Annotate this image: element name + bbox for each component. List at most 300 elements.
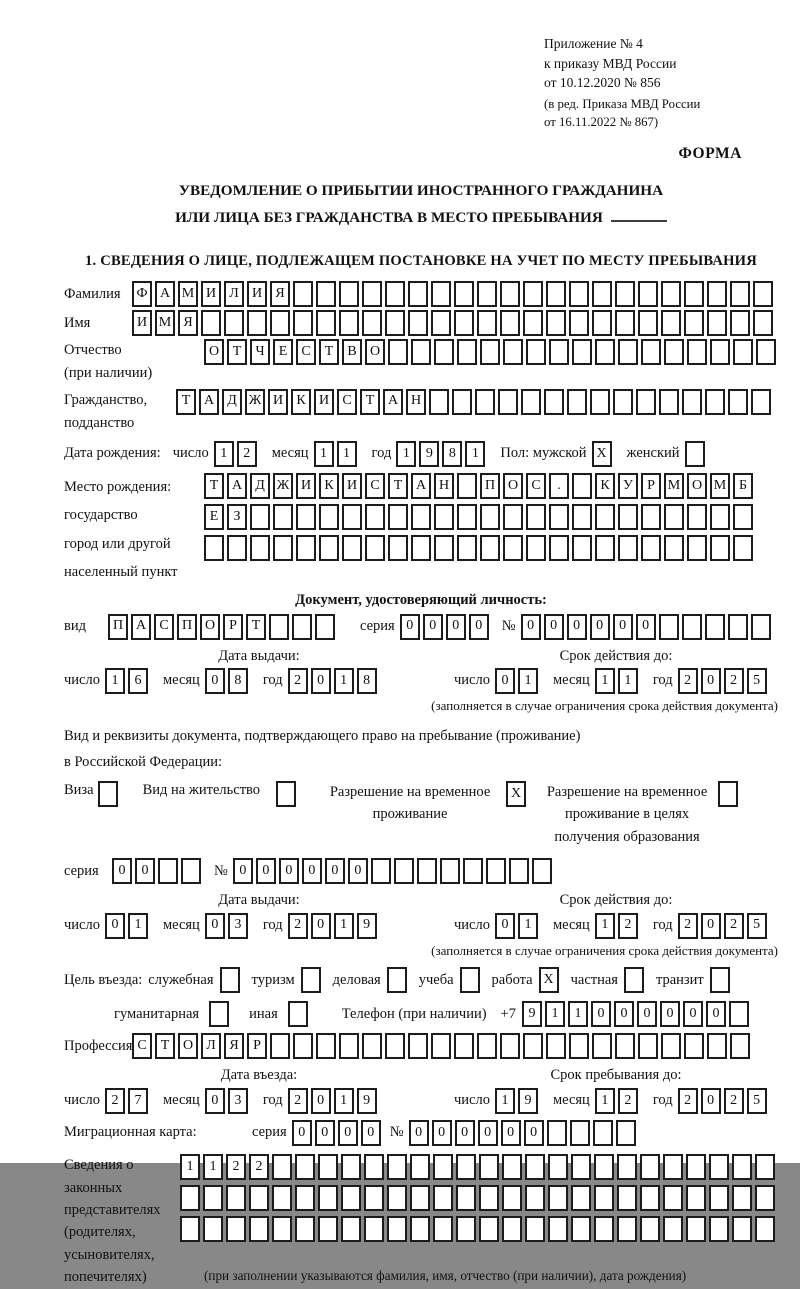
char-box[interactable]: [664, 339, 684, 365]
char-box[interactable]: С: [365, 473, 385, 499]
char-box[interactable]: 6: [128, 668, 148, 694]
char-box[interactable]: [434, 535, 454, 561]
char-box[interactable]: 0: [590, 614, 610, 640]
char-box[interactable]: 8: [442, 441, 462, 467]
char-box[interactable]: Р: [223, 614, 243, 640]
char-box[interactable]: 1: [334, 1088, 354, 1114]
char-box[interactable]: [686, 1185, 706, 1211]
char-box[interactable]: [250, 504, 270, 530]
char-box[interactable]: 1: [518, 913, 538, 939]
char-box[interactable]: [292, 614, 312, 640]
char-box[interactable]: X: [539, 967, 559, 993]
char-box[interactable]: 1: [518, 668, 538, 694]
char-box[interactable]: 5: [747, 1088, 767, 1114]
char-box[interactable]: [572, 339, 592, 365]
char-box[interactable]: [272, 1154, 292, 1180]
char-box[interactable]: [682, 614, 702, 640]
char-box[interactable]: 2: [618, 1088, 638, 1114]
char-box[interactable]: [318, 1154, 338, 1180]
char-box[interactable]: [569, 310, 589, 336]
char-box[interactable]: 0: [432, 1120, 452, 1146]
char-box[interactable]: А: [155, 281, 175, 307]
char-box[interactable]: [220, 967, 240, 993]
char-box[interactable]: 1: [203, 1154, 223, 1180]
char-box[interactable]: [733, 504, 753, 530]
char-box[interactable]: [572, 535, 592, 561]
char-box[interactable]: [411, 504, 431, 530]
char-box[interactable]: А: [411, 473, 431, 499]
char-box[interactable]: 0: [315, 1120, 335, 1146]
char-box[interactable]: [732, 1185, 752, 1211]
char-box[interactable]: [201, 310, 221, 336]
char-box[interactable]: [270, 310, 290, 336]
char-box[interactable]: [592, 1033, 612, 1059]
char-box[interactable]: 8: [228, 668, 248, 694]
char-box[interactable]: 0: [409, 1120, 429, 1146]
char-box[interactable]: [710, 967, 730, 993]
char-box[interactable]: [686, 1216, 706, 1242]
char-box[interactable]: 2: [288, 1088, 308, 1114]
char-box[interactable]: 1: [396, 441, 416, 467]
char-box[interactable]: [498, 389, 518, 415]
char-box[interactable]: 1: [545, 1001, 565, 1027]
char-box[interactable]: [180, 1216, 200, 1242]
char-box[interactable]: О: [204, 339, 224, 365]
char-box[interactable]: [247, 310, 267, 336]
char-box[interactable]: [567, 389, 587, 415]
char-box[interactable]: Е: [204, 504, 224, 530]
char-box[interactable]: [387, 1216, 407, 1242]
char-box[interactable]: Ф: [132, 281, 152, 307]
char-box[interactable]: 2: [678, 668, 698, 694]
char-box[interactable]: .: [549, 473, 569, 499]
char-box[interactable]: [249, 1216, 269, 1242]
char-box[interactable]: [273, 535, 293, 561]
char-box[interactable]: [509, 858, 529, 884]
char-box[interactable]: [638, 281, 658, 307]
char-box[interactable]: [479, 1216, 499, 1242]
char-box[interactable]: [319, 504, 339, 530]
char-box[interactable]: 0: [205, 668, 225, 694]
char-box[interactable]: [431, 1033, 451, 1059]
char-box[interactable]: К: [319, 473, 339, 499]
char-box[interactable]: [751, 389, 771, 415]
char-box[interactable]: [454, 310, 474, 336]
char-box[interactable]: [615, 1033, 635, 1059]
char-box[interactable]: [659, 614, 679, 640]
char-box[interactable]: [503, 535, 523, 561]
char-box[interactable]: И: [296, 473, 316, 499]
char-box[interactable]: [718, 781, 738, 807]
char-box[interactable]: 0: [311, 913, 331, 939]
char-box[interactable]: 0: [567, 614, 587, 640]
char-box[interactable]: [224, 310, 244, 336]
char-box[interactable]: [595, 504, 615, 530]
char-box[interactable]: О: [503, 473, 523, 499]
char-box[interactable]: [618, 504, 638, 530]
char-box[interactable]: Д: [222, 389, 242, 415]
char-box[interactable]: [709, 1185, 729, 1211]
char-box[interactable]: [339, 1033, 359, 1059]
char-box[interactable]: [288, 1001, 308, 1027]
char-box[interactable]: Я: [224, 1033, 244, 1059]
char-box[interactable]: 1: [334, 668, 354, 694]
char-box[interactable]: Я: [270, 281, 290, 307]
char-box[interactable]: [707, 310, 727, 336]
char-box[interactable]: [502, 1185, 522, 1211]
char-box[interactable]: [226, 1185, 246, 1211]
char-box[interactable]: 0: [701, 1088, 721, 1114]
char-box[interactable]: 0: [683, 1001, 703, 1027]
char-box[interactable]: [593, 1120, 613, 1146]
char-box[interactable]: [730, 281, 750, 307]
char-box[interactable]: [705, 389, 725, 415]
char-box[interactable]: 1: [595, 913, 615, 939]
char-box[interactable]: 0: [205, 1088, 225, 1114]
char-box[interactable]: Т: [204, 473, 224, 499]
char-box[interactable]: 1: [568, 1001, 588, 1027]
char-box[interactable]: 0: [446, 614, 466, 640]
char-box[interactable]: [592, 281, 612, 307]
char-box[interactable]: [755, 1216, 775, 1242]
char-box[interactable]: [728, 614, 748, 640]
char-box[interactable]: Н: [434, 473, 454, 499]
char-box[interactable]: [661, 1033, 681, 1059]
char-box[interactable]: С: [154, 614, 174, 640]
char-box[interactable]: К: [595, 473, 615, 499]
char-box[interactable]: [364, 1185, 384, 1211]
char-box[interactable]: П: [108, 614, 128, 640]
char-box[interactable]: [158, 858, 178, 884]
char-box[interactable]: [595, 339, 615, 365]
char-box[interactable]: [753, 281, 773, 307]
char-box[interactable]: [618, 535, 638, 561]
char-box[interactable]: [684, 1033, 704, 1059]
char-box[interactable]: Б: [733, 473, 753, 499]
char-box[interactable]: 0: [256, 858, 276, 884]
char-box[interactable]: Т: [360, 389, 380, 415]
char-box[interactable]: 2: [724, 913, 744, 939]
char-box[interactable]: [226, 1216, 246, 1242]
char-box[interactable]: [638, 310, 658, 336]
char-box[interactable]: [526, 504, 546, 530]
char-box[interactable]: [475, 389, 495, 415]
char-box[interactable]: [341, 1216, 361, 1242]
char-box[interactable]: Т: [319, 339, 339, 365]
char-box[interactable]: [664, 535, 684, 561]
char-box[interactable]: И: [132, 310, 152, 336]
char-box[interactable]: 0: [311, 668, 331, 694]
char-box[interactable]: [503, 339, 523, 365]
char-box[interactable]: [751, 614, 771, 640]
char-box[interactable]: [339, 310, 359, 336]
char-box[interactable]: 0: [469, 614, 489, 640]
char-box[interactable]: [710, 504, 730, 530]
char-box[interactable]: [546, 281, 566, 307]
char-box[interactable]: [615, 281, 635, 307]
char-box[interactable]: [479, 1185, 499, 1211]
char-box[interactable]: М: [178, 281, 198, 307]
char-box[interactable]: 0: [524, 1120, 544, 1146]
char-box[interactable]: [525, 1154, 545, 1180]
char-box[interactable]: З: [227, 504, 247, 530]
char-box[interactable]: Р: [641, 473, 661, 499]
char-box[interactable]: [362, 1033, 382, 1059]
char-box[interactable]: [686, 1154, 706, 1180]
char-box[interactable]: [480, 504, 500, 530]
char-box[interactable]: [385, 310, 405, 336]
char-box[interactable]: [272, 1216, 292, 1242]
char-box[interactable]: [364, 1154, 384, 1180]
char-box[interactable]: [457, 473, 477, 499]
char-box[interactable]: [525, 1185, 545, 1211]
char-box[interactable]: [293, 1033, 313, 1059]
char-box[interactable]: С: [526, 473, 546, 499]
char-box[interactable]: [316, 1033, 336, 1059]
char-box[interactable]: 0: [455, 1120, 475, 1146]
char-box[interactable]: Т: [388, 473, 408, 499]
char-box[interactable]: Д: [250, 473, 270, 499]
char-box[interactable]: [590, 389, 610, 415]
char-box[interactable]: 0: [544, 614, 564, 640]
char-box[interactable]: [502, 1216, 522, 1242]
char-box[interactable]: [640, 1185, 660, 1211]
char-box[interactable]: [417, 858, 437, 884]
char-box[interactable]: [454, 281, 474, 307]
char-box[interactable]: [732, 1154, 752, 1180]
char-box[interactable]: [710, 339, 730, 365]
char-box[interactable]: [456, 1154, 476, 1180]
char-box[interactable]: 0: [591, 1001, 611, 1027]
char-box[interactable]: [521, 389, 541, 415]
char-box[interactable]: [636, 389, 656, 415]
char-box[interactable]: Л: [224, 281, 244, 307]
char-box[interactable]: [180, 1185, 200, 1211]
char-box[interactable]: У: [618, 473, 638, 499]
char-box[interactable]: [388, 339, 408, 365]
char-box[interactable]: [250, 535, 270, 561]
char-box[interactable]: [549, 339, 569, 365]
char-box[interactable]: [532, 858, 552, 884]
char-box[interactable]: 5: [747, 668, 767, 694]
char-box[interactable]: 0: [279, 858, 299, 884]
char-box[interactable]: Л: [201, 1033, 221, 1059]
char-box[interactable]: [316, 281, 336, 307]
char-box[interactable]: 9: [419, 441, 439, 467]
char-box[interactable]: [293, 281, 313, 307]
char-box[interactable]: [500, 281, 520, 307]
char-box[interactable]: [707, 281, 727, 307]
char-box[interactable]: [659, 389, 679, 415]
char-box[interactable]: [296, 504, 316, 530]
char-box[interactable]: 5: [747, 913, 767, 939]
char-box[interactable]: [756, 339, 776, 365]
char-box[interactable]: [547, 1120, 567, 1146]
char-box[interactable]: [318, 1216, 338, 1242]
char-box[interactable]: Е: [273, 339, 293, 365]
char-box[interactable]: [546, 310, 566, 336]
char-box[interactable]: [460, 967, 480, 993]
char-box[interactable]: [569, 1033, 589, 1059]
char-box[interactable]: [710, 535, 730, 561]
char-box[interactable]: 0: [637, 1001, 657, 1027]
char-box[interactable]: [456, 1216, 476, 1242]
char-box[interactable]: [709, 1154, 729, 1180]
char-box[interactable]: [569, 281, 589, 307]
char-box[interactable]: [617, 1185, 637, 1211]
char-box[interactable]: [362, 281, 382, 307]
char-box[interactable]: [270, 1033, 290, 1059]
char-box[interactable]: Я: [178, 310, 198, 336]
char-box[interactable]: С: [296, 339, 316, 365]
char-box[interactable]: [732, 1216, 752, 1242]
char-box[interactable]: [755, 1185, 775, 1211]
char-box[interactable]: [615, 310, 635, 336]
char-box[interactable]: [411, 535, 431, 561]
char-box[interactable]: [500, 1033, 520, 1059]
char-box[interactable]: [640, 1154, 660, 1180]
char-box[interactable]: 2: [226, 1154, 246, 1180]
char-box[interactable]: 9: [357, 1088, 377, 1114]
char-box[interactable]: [570, 1120, 590, 1146]
char-box[interactable]: [571, 1185, 591, 1211]
char-box[interactable]: 0: [338, 1120, 358, 1146]
char-box[interactable]: [362, 310, 382, 336]
char-box[interactable]: [730, 310, 750, 336]
char-box[interactable]: [548, 1216, 568, 1242]
char-box[interactable]: 0: [613, 614, 633, 640]
char-box[interactable]: [685, 441, 705, 467]
char-box[interactable]: [394, 858, 414, 884]
char-box[interactable]: Т: [246, 614, 266, 640]
char-box[interactable]: [365, 535, 385, 561]
char-box[interactable]: 1: [337, 441, 357, 467]
char-box[interactable]: [526, 535, 546, 561]
char-box[interactable]: [410, 1154, 430, 1180]
char-box[interactable]: И: [247, 281, 267, 307]
char-box[interactable]: 1: [314, 441, 334, 467]
char-box[interactable]: [661, 281, 681, 307]
char-box[interactable]: [479, 1154, 499, 1180]
char-box[interactable]: [295, 1216, 315, 1242]
char-box[interactable]: 0: [302, 858, 322, 884]
char-box[interactable]: 1: [214, 441, 234, 467]
char-box[interactable]: 2: [105, 1088, 125, 1114]
char-box[interactable]: [342, 535, 362, 561]
char-box[interactable]: [572, 504, 592, 530]
char-box[interactable]: А: [227, 473, 247, 499]
char-box[interactable]: [295, 1185, 315, 1211]
char-box[interactable]: 0: [348, 858, 368, 884]
char-box[interactable]: А: [131, 614, 151, 640]
char-box[interactable]: Ч: [250, 339, 270, 365]
char-box[interactable]: [755, 1154, 775, 1180]
char-box[interactable]: 9: [522, 1001, 542, 1027]
char-box[interactable]: 9: [518, 1088, 538, 1114]
char-box[interactable]: 2: [249, 1154, 269, 1180]
char-box[interactable]: [592, 310, 612, 336]
char-box[interactable]: М: [664, 473, 684, 499]
char-box[interactable]: X: [506, 781, 526, 807]
char-box[interactable]: 0: [292, 1120, 312, 1146]
char-box[interactable]: 0: [105, 913, 125, 939]
char-box[interactable]: [500, 310, 520, 336]
char-box[interactable]: [477, 281, 497, 307]
char-box[interactable]: Т: [227, 339, 247, 365]
char-box[interactable]: [410, 1216, 430, 1242]
char-box[interactable]: 8: [357, 668, 377, 694]
char-box[interactable]: [408, 1033, 428, 1059]
char-box[interactable]: 7: [128, 1088, 148, 1114]
char-box[interactable]: [431, 310, 451, 336]
char-box[interactable]: 0: [660, 1001, 680, 1027]
char-box[interactable]: [433, 1216, 453, 1242]
char-box[interactable]: 0: [400, 614, 420, 640]
char-box[interactable]: [341, 1185, 361, 1211]
char-box[interactable]: [385, 281, 405, 307]
char-box[interactable]: 0: [423, 614, 443, 640]
char-box[interactable]: [705, 614, 725, 640]
char-box[interactable]: [434, 504, 454, 530]
char-box[interactable]: [408, 281, 428, 307]
char-box[interactable]: Т: [155, 1033, 175, 1059]
char-box[interactable]: 1: [128, 913, 148, 939]
char-box[interactable]: [365, 504, 385, 530]
char-box[interactable]: [728, 389, 748, 415]
char-box[interactable]: [364, 1216, 384, 1242]
char-box[interactable]: В: [342, 339, 362, 365]
char-box[interactable]: [457, 504, 477, 530]
char-box[interactable]: И: [342, 473, 362, 499]
char-box[interactable]: [684, 281, 704, 307]
char-box[interactable]: 2: [288, 668, 308, 694]
char-box[interactable]: 0: [521, 614, 541, 640]
char-box[interactable]: [661, 310, 681, 336]
char-box[interactable]: 3: [228, 1088, 248, 1114]
char-box[interactable]: [440, 858, 460, 884]
char-box[interactable]: Ж: [245, 389, 265, 415]
char-box[interactable]: О: [365, 339, 385, 365]
char-box[interactable]: [523, 310, 543, 336]
char-box[interactable]: 1: [180, 1154, 200, 1180]
char-box[interactable]: [388, 535, 408, 561]
char-box[interactable]: 2: [288, 913, 308, 939]
char-box[interactable]: [502, 1154, 522, 1180]
char-box[interactable]: [549, 535, 569, 561]
char-box[interactable]: [687, 504, 707, 530]
char-box[interactable]: 1: [595, 668, 615, 694]
char-box[interactable]: [385, 1033, 405, 1059]
char-box[interactable]: [486, 858, 506, 884]
char-box[interactable]: О: [178, 1033, 198, 1059]
char-box[interactable]: [684, 310, 704, 336]
char-box[interactable]: [203, 1216, 223, 1242]
char-box[interactable]: [525, 1216, 545, 1242]
char-box[interactable]: [457, 535, 477, 561]
char-box[interactable]: [463, 858, 483, 884]
char-box[interactable]: [342, 504, 362, 530]
char-box[interactable]: [546, 1033, 566, 1059]
char-box[interactable]: [663, 1216, 683, 1242]
char-box[interactable]: М: [710, 473, 730, 499]
char-box[interactable]: [526, 339, 546, 365]
char-box[interactable]: О: [200, 614, 220, 640]
char-box[interactable]: [572, 473, 592, 499]
char-box[interactable]: [388, 504, 408, 530]
char-box[interactable]: 2: [618, 913, 638, 939]
char-box[interactable]: К: [291, 389, 311, 415]
char-box[interactable]: [477, 310, 497, 336]
